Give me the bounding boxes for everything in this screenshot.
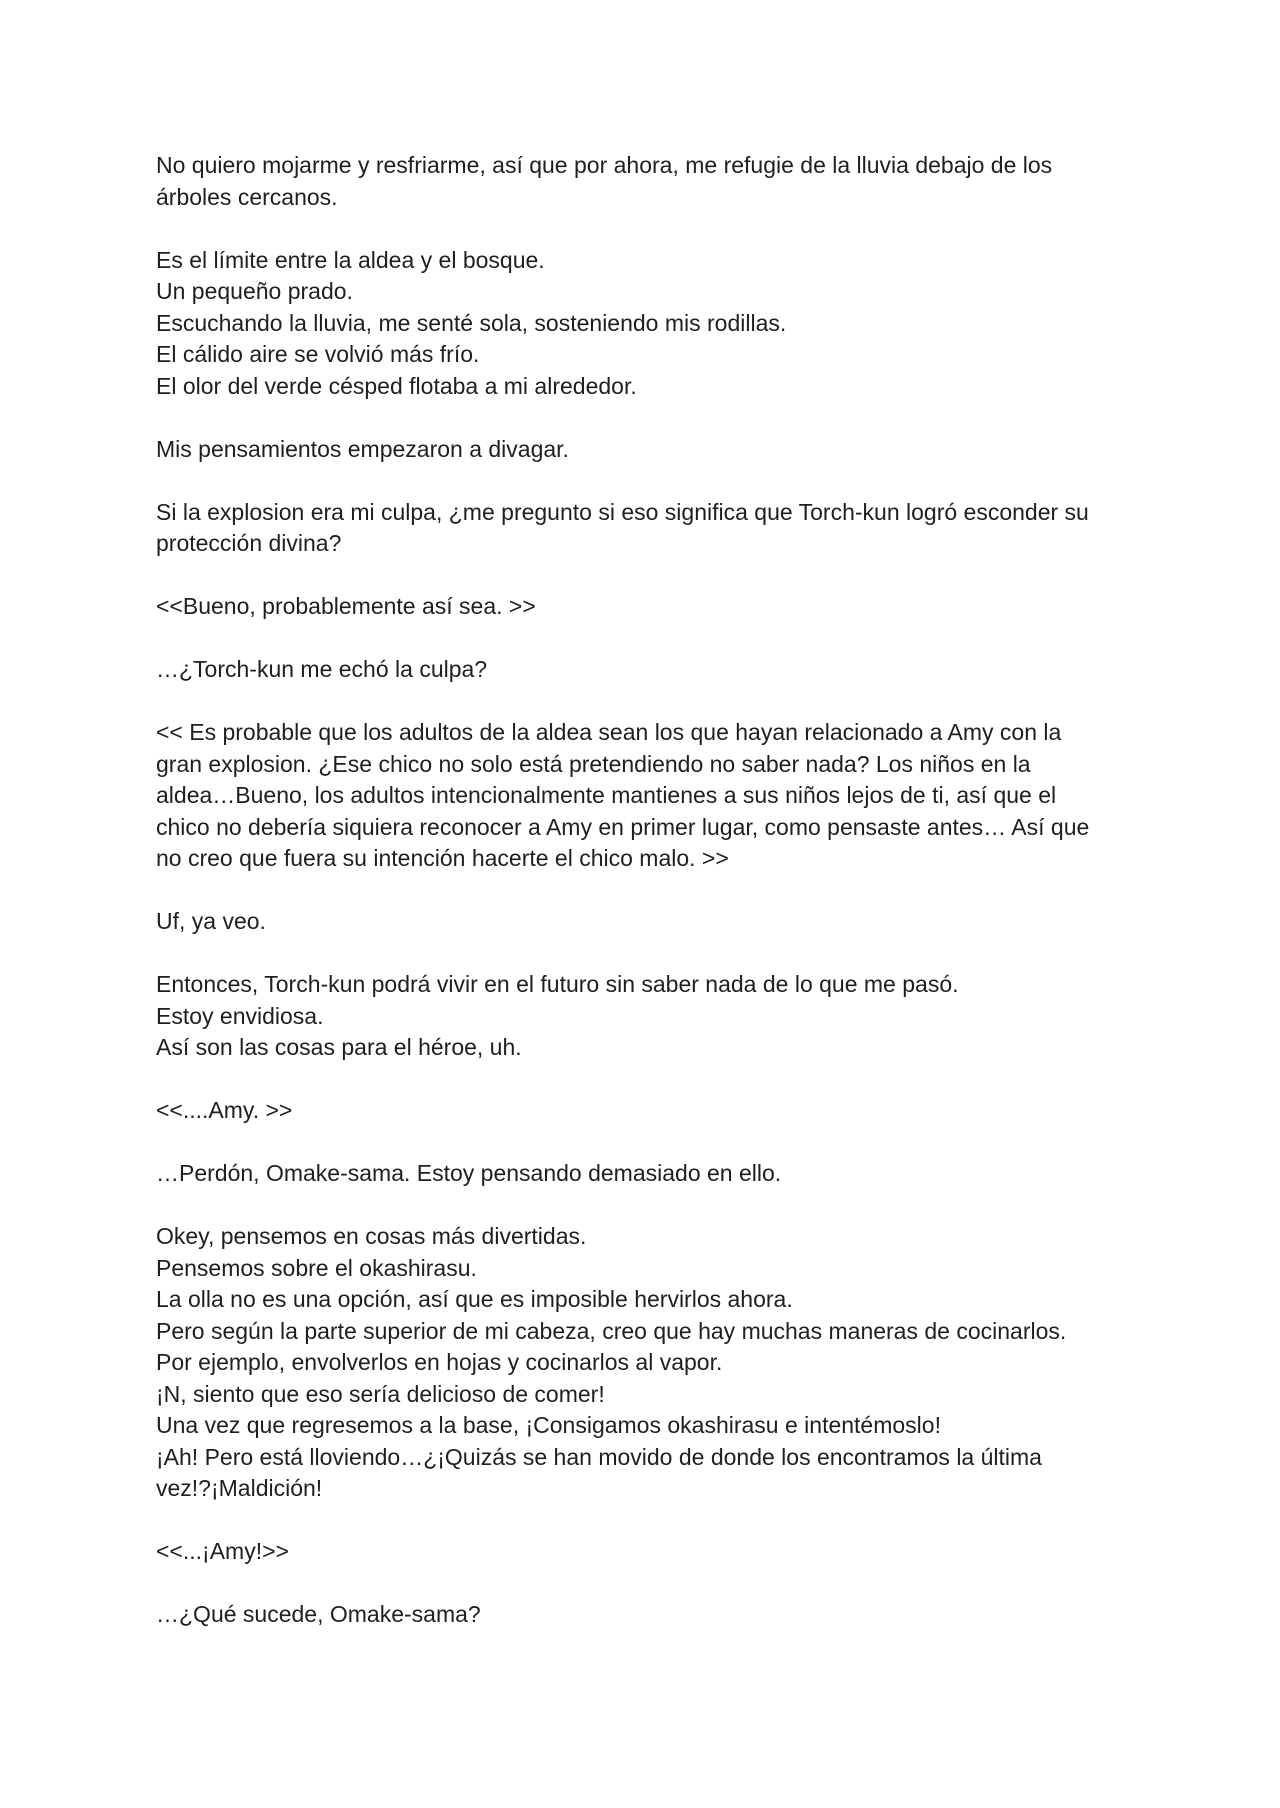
paragraph-spacer (156, 465, 1136, 497)
text-line: Es el límite entre la aldea y el bosque. (156, 246, 545, 273)
text-line: vez!?¡Maldición! (156, 1475, 323, 1501)
paragraph-spacer (156, 938, 1136, 970)
text-line: El olor del verde césped flotaba a mi alrededor. (156, 372, 637, 399)
text-line: <<...¡Amy!>> (156, 1538, 289, 1564)
text-line: árboles cercanos. (156, 183, 338, 210)
text-line: Si la explosion era mi culpa, ¿me pregunto si eso significa que Torch-kun logró esconder su (156, 498, 1089, 525)
paragraph-spacer (156, 623, 1136, 655)
text-line: No quiero mojarme y resfriarme, así que por ahora, me refugie de la lluvia debajo de los (156, 152, 1053, 178)
text-line: …Perdón, Omake-sama. Estoy pensando demasiado en ello. (156, 1160, 782, 1186)
text-line: El cálido aire se volvió más frío. (156, 341, 480, 367)
paragraph (156, 717, 1136, 875)
text-line: Entonces, Torch-kun podrá vivir en el futuro sin saber nada de lo que me pasó. (156, 971, 959, 997)
text-line: ¡Ah! Pero está lloviendo…¿¡Quizás se han movido de donde los encontramos la última (156, 1443, 1042, 1470)
paragraph-spacer (156, 1127, 1136, 1159)
paragraph (156, 150, 1136, 213)
text-line: …¿Qué sucede, Omake-sama? (156, 1601, 481, 1627)
text-line: ¡N, siento que eso sería delicioso de comer! (156, 1380, 605, 1407)
text-line: protección divina? (156, 530, 342, 556)
text-line: Un pequeño prado. (156, 278, 353, 304)
text-line: …¿Torch-kun me echó la culpa? (156, 656, 488, 682)
paragraph (156, 969, 1136, 1064)
text-line: no creo que fuera su intención hacerte el chico malo. >> (156, 845, 729, 871)
text-line: Estoy envidiosa. (156, 1002, 324, 1029)
text-line: La olla no es una opción, así que es imposible hervirlos ahora. (156, 1286, 793, 1312)
text-line: Pero según la parte superior de mi cabeza, creo que hay muchas maneras de cocinarlos. (156, 1317, 1067, 1344)
paragraph (156, 1599, 1136, 1631)
paragraph-spacer (156, 686, 1136, 718)
text-line: << Es probable que los adultos de la aldea sean los que hayan relacionado a Amy con la (156, 719, 1062, 745)
paragraph (156, 497, 1136, 560)
paragraph (156, 1221, 1136, 1505)
paragraph-spacer (156, 1568, 1136, 1600)
paragraph-spacer (156, 1505, 1136, 1537)
paragraph-spacer (156, 213, 1136, 245)
paragraph-spacer (156, 560, 1136, 592)
text-line: Mis pensamientos empezaron a divagar. (156, 435, 569, 462)
paragraph (156, 1158, 1136, 1190)
text-line: Así son las cosas para el héroe, uh. (156, 1034, 522, 1060)
document-body (156, 150, 1136, 1631)
paragraph-spacer (156, 1190, 1136, 1222)
paragraph (156, 591, 1136, 623)
paragraph-spacer (156, 402, 1136, 434)
text-line: <<....Amy. >> (156, 1097, 293, 1123)
paragraph (156, 434, 1136, 466)
paragraph (156, 1095, 1136, 1127)
text-line: Escuchando la lluvia, me senté sola, sosteniendo mis rodillas. (156, 309, 787, 336)
paragraph (156, 245, 1136, 403)
paragraph (156, 906, 1136, 938)
text-line: chico no debería siquiera reconocer a Amy en primer lugar, como pensaste antes… Así que (156, 813, 1090, 840)
text-line: Por ejemplo, envolverlos en hojas y cocinarlos al vapor. (156, 1349, 723, 1375)
paragraph (156, 1536, 1136, 1568)
paragraph (156, 654, 1136, 686)
text-line: Okey, pensemos en cosas más divertidas. (156, 1223, 587, 1249)
text-line: Una vez que regresemos a la base, ¡Consigamos okashirasu e intentémoslo! (156, 1412, 941, 1438)
text-line: Pensemos sobre el okashirasu. (156, 1254, 477, 1281)
paragraph-spacer (156, 875, 1136, 907)
text-line: gran explosion. ¿Ese chico no solo está pretendiendo no saber nada? Los niños en la (156, 750, 1031, 777)
text-line: Uf, ya veo. (156, 908, 266, 934)
paragraph-spacer (156, 1064, 1136, 1096)
text-line: <<Bueno, probablemente así sea. >> (156, 593, 536, 619)
text-line: aldea…Bueno, los adultos intencionalmente mantienes a sus niños lejos de ti, así que el (156, 782, 1057, 808)
